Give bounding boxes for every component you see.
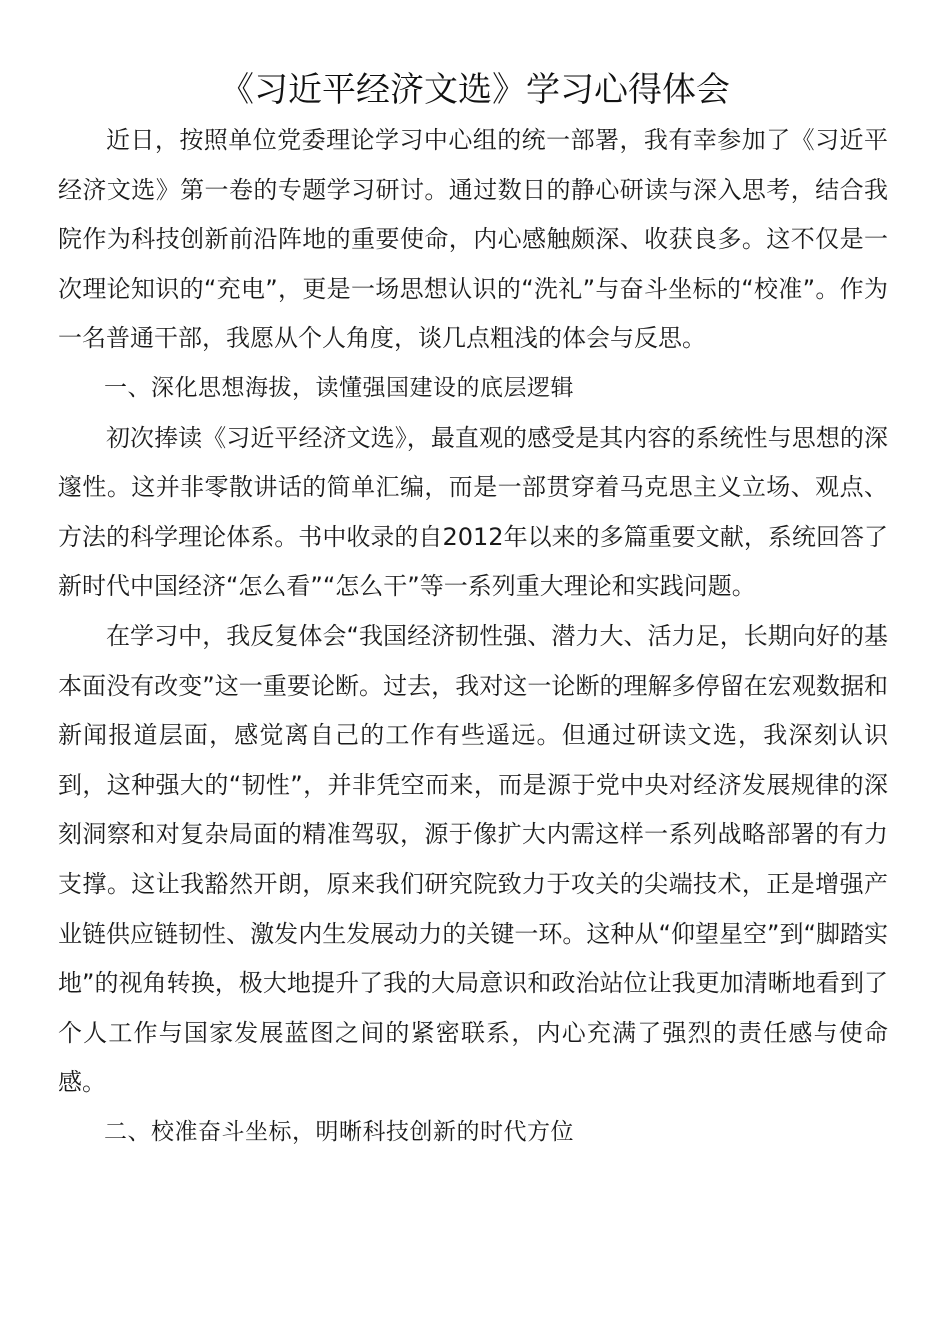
paragraph-section1-2: 在学习中，我反复体会“我国经济韧性强、潜力大、活力足，长期向好的基本面没有改变”这一重要论断。过去，我对这一论断的理解多停留在宏观数据和新闻报道层面，感觉离自己的工作有些遥远。但通过研读文选，我深刻认识到，这种强大的“韧性”，并非凭空而来，而是源于党中央对经济发展规律的深刻洞察和对复杂局面的精准驾驭，源于像扩大内需这样一系列战略部署的有力支撑。这让我豁然开朗，原来我们研究院致力于攻关的尖端技术，正是增强产业链供应链韧性、激发内生发展动力的关键一环。这种从“仰望星空”到“脚踏实地”的视角转换，极大地提升了我的大局意识和政治站位让我更加清晰地看到了个人工作与国家发展蓝图之间的紧密联系，内心充满了强烈的责任感与使命感。	[58, 621, 888, 1097]
section-heading-2: 二、校准奋斗坐标，明晰科技创新的时代方位	[104, 1118, 574, 1145]
paragraph-section1-1: 初次捧读《习近平经济文选》，最直观的感受是其内容的系统性与思想的深邃性。这并非零散讲话的简单汇编，而是一部贯穿着马克思主义立场、观点、方法的科学理论体系。书中收录的自2012年以来的多篇重要文献，系统回答了新时代中国经济“怎么看”“怎么干”等一系列重大理论和实践问题。	[58, 423, 888, 601]
document-title: 《习近平经济文选》学习心得体会	[220, 70, 730, 110]
section-heading-1: 一、深化思想海拔，读懂强国建设的底层逻辑	[104, 374, 574, 401]
document-body	[58, 116, 888, 1157]
paragraph-intro: 近日，按照单位党委理论学习中心组的统一部署，我有幸参加了《习近平经济文选》第一卷的专题学习研讨。通过数日的静心研读与深入思考，结合我院作为科技创新前沿阵地的重要使命，内心感触颇深、收获良多。这不仅是一次理论知识的“充电”，更是一场思想认识的“洗礼”与奋斗坐标的“校准”。作为一名普通干部，我愿从个人角度，谈几点粗浅的体会与反思。	[58, 126, 888, 353]
